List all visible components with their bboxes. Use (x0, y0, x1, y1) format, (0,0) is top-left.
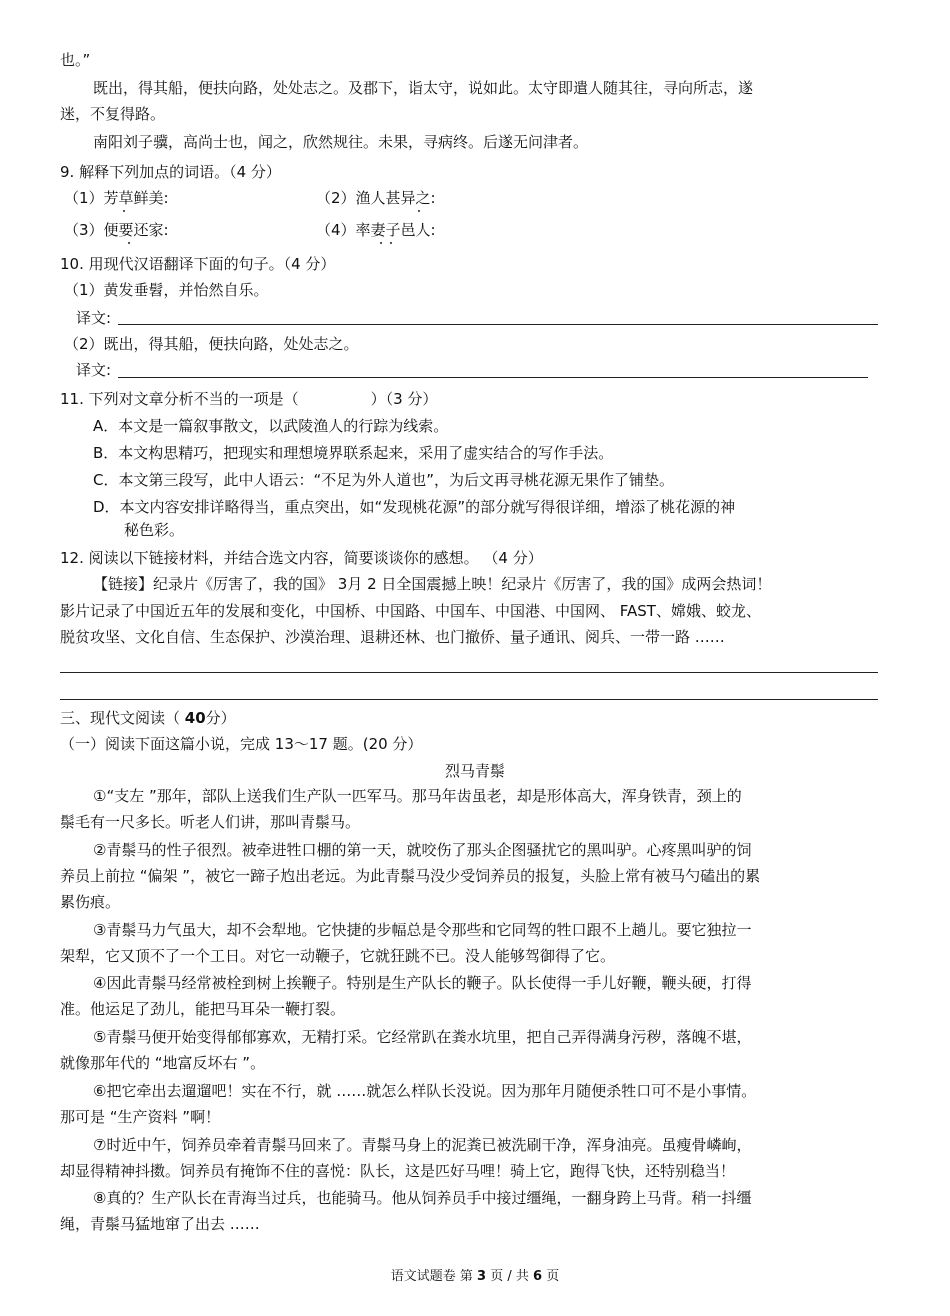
emphasis-dot (418, 210, 420, 212)
story-line: ①“支左 ”那年，部队上送我们生产队一匹军马。那马年齿虽老，却是形体高大，浑身铁青，颈上的 (93, 787, 742, 805)
subsection-heading: （一）阅读下面这篇小说，完成 13～17 题。(20 分） (60, 735, 423, 753)
story-line: ⑤青鬃马便开始变得郁郁寡欢，无精打采。它经常趴在粪水坑里，把自己弄得满身污秽，落魄不堪， (93, 1028, 752, 1046)
q9-item-2: （2）渔人甚异之: (316, 189, 436, 207)
question-12-stem: 12. 阅读以下链接材料，并结合选文内容，简要谈谈你的感想。 （4 分） (60, 549, 543, 567)
story-line: 那可是 “生产资料 ”啊！ (60, 1108, 221, 1126)
story-line: 准。他运足了劲儿，能把马耳朵一鞭打裂。 (60, 1000, 346, 1018)
link-material-line: 脱贫攻坚、文化自信、生态保护、沙漠治理、退耕还林、也门撤侨、量子通讯、阅兵、一带一路 …… (60, 628, 725, 646)
q9-item-3: （3）便要还家: (64, 221, 169, 239)
option-c: C．本文第三段写，此中人语云：“不足为外人道也”，为后文再寻桃花源无果作了铺垫。 (93, 471, 675, 489)
q10-sentence-2: （2）既出，得其船，便扶向路，处处志之。 (64, 335, 359, 353)
emphasis-dot (390, 242, 392, 244)
question-11-stem (60, 389, 437, 409)
q10-sentence-1: （1）黄发垂髫，并怡然自乐。 (64, 281, 269, 299)
option-b: B．本文构思精巧，把现实和理想境界联系起来，采用了虚实结合的写作手法。 (93, 444, 614, 462)
option-d: D．本文内容安排详略得当，重点突出，如“发现桃花源”的部分就写得很详细，增添了桃花源的神 (93, 498, 736, 516)
emphasis-dot (380, 242, 382, 244)
story-line: ④因此青鬃马经常被栓到树上挨鞭子。特别是生产队长的鞭子。队长使得一手儿好鞭，鞭头硬，打得 (93, 974, 752, 992)
passage-line: 既出，得其船，便扶向路，处处志之。及郡下，诣太守，说如此。太守即遣人随其往，寻向所志，遂 (93, 79, 754, 97)
current-page-number: 3 (477, 1269, 487, 1284)
footer-text: 页 / 共 (490, 1269, 529, 1284)
option-d-continued: 秘色彩。 (124, 521, 185, 539)
question-9-stem: 9. 解释下列加点的词语。（4 分） (60, 163, 281, 181)
section-score: 40 (184, 709, 206, 727)
story-line: 累伤痕。 (60, 893, 121, 911)
page-footer (0, 1267, 950, 1287)
footer-text: 语文试题卷 第 (390, 1269, 473, 1284)
story-line: ③青鬃马力气虽大，却不会犁地。它快捷的步幅总是令那些和它同驾的牲口跟不上趟儿。要它独拉一 (93, 921, 752, 939)
answer-line[interactable] (118, 324, 878, 325)
emphasis-dot (123, 210, 125, 212)
q9-item-4: （4）率妻子邑人: (316, 221, 436, 239)
story-line: ⑧真的？生产队长在青海当过兵，也能骑马。他从饲养员手中接过缰绳，一翻身跨上马背。稍一抖缰 (93, 1189, 752, 1207)
link-material-line: 影片记录了中国近五年的发展和变化，中国桥、中国路、中国车、中国港、中国网、 FAST、嫦娥、蛟龙、 (60, 602, 761, 620)
passage-line: 南阳刘子骥，高尚士也，闻之，欣然规往。未果，寻病终。后遂无问津者。 (93, 133, 589, 151)
q11-stem-score: ）（3 分） (370, 390, 438, 408)
section-heading-end: 分） (205, 709, 236, 727)
section-heading (60, 708, 236, 728)
option-a: A．本文是一篇叙事散文，以武陵渔人的行踪为线索。 (93, 417, 449, 435)
story-line: 架犁，它又顶不了一个工日。对它一动鞭子，它就狂跳不已。没人能够驾御得了它。 (60, 947, 616, 965)
section-heading-text: 三、现代文阅读（ (60, 709, 185, 727)
link-material-line: 【链接】纪录片《厉害了，我的国》 3月 2 日全国震撼上映！纪录片《厉害了，我的国》成两会热词！ (93, 575, 772, 593)
answer-line[interactable] (60, 672, 878, 673)
total-pages-number: 6 (533, 1269, 543, 1284)
story-line: ⑥把它牵出去遛遛吧！实在不行，就 ……就怎么样队长没说。因为那年月随便杀牲口可不是小事情。 (93, 1082, 757, 1100)
question-10-stem: 10. 用现代汉语翻译下面的句子。（4 分） (60, 255, 336, 273)
emphasis-dot (128, 242, 130, 244)
footer-text: 页 (546, 1269, 560, 1284)
answer-line[interactable] (60, 699, 878, 700)
story-line: 绳，青鬃马猛地窜了出去 …… (60, 1215, 260, 1233)
story-line: 养员上前拉 “偏架 ”，被它一蹄子尥出老远。为此青鬃马没少受饲养员的报复，头脸上常有被马勺磕出的累 (60, 867, 761, 885)
story-line: 却显得精神抖擞。饲养员有掩饰不住的喜悦：队长，这是匹好马哩！骑上它，跑得飞快，还特别稳当！ (60, 1162, 736, 1180)
translation-label: 译文: (76, 361, 112, 379)
story-line: 鬃毛有一尺多长。听老人们讲，那叫青鬃马。 (60, 813, 361, 831)
passage-line: 也。” (60, 51, 91, 69)
q11-stem-text: 11. 下列对文章分析不当的一项是（ (60, 390, 299, 408)
story-line: ⑦时近中午，饲养员牵着青鬃马回来了。青鬃马身上的泥粪已被洗刷干净，浑身油亮。虽瘦骨嶙峋， (93, 1136, 752, 1154)
answer-line[interactable] (118, 377, 868, 378)
story-title: 烈马青鬃 (444, 762, 505, 780)
translation-label: 译文: (76, 309, 112, 327)
story-line: 就像那年代的 “地富反坏右 ”。 (60, 1054, 266, 1072)
story-line: ②青鬃马的性子很烈。被牵进牲口棚的第一天，就咬伤了那头企图骚扰它的黑叫驴。心疼黑叫驴的饲 (93, 841, 752, 859)
passage-line: 迷，不复得路。 (60, 105, 166, 123)
q9-item-1: （1）芳草鲜美: (64, 189, 169, 207)
